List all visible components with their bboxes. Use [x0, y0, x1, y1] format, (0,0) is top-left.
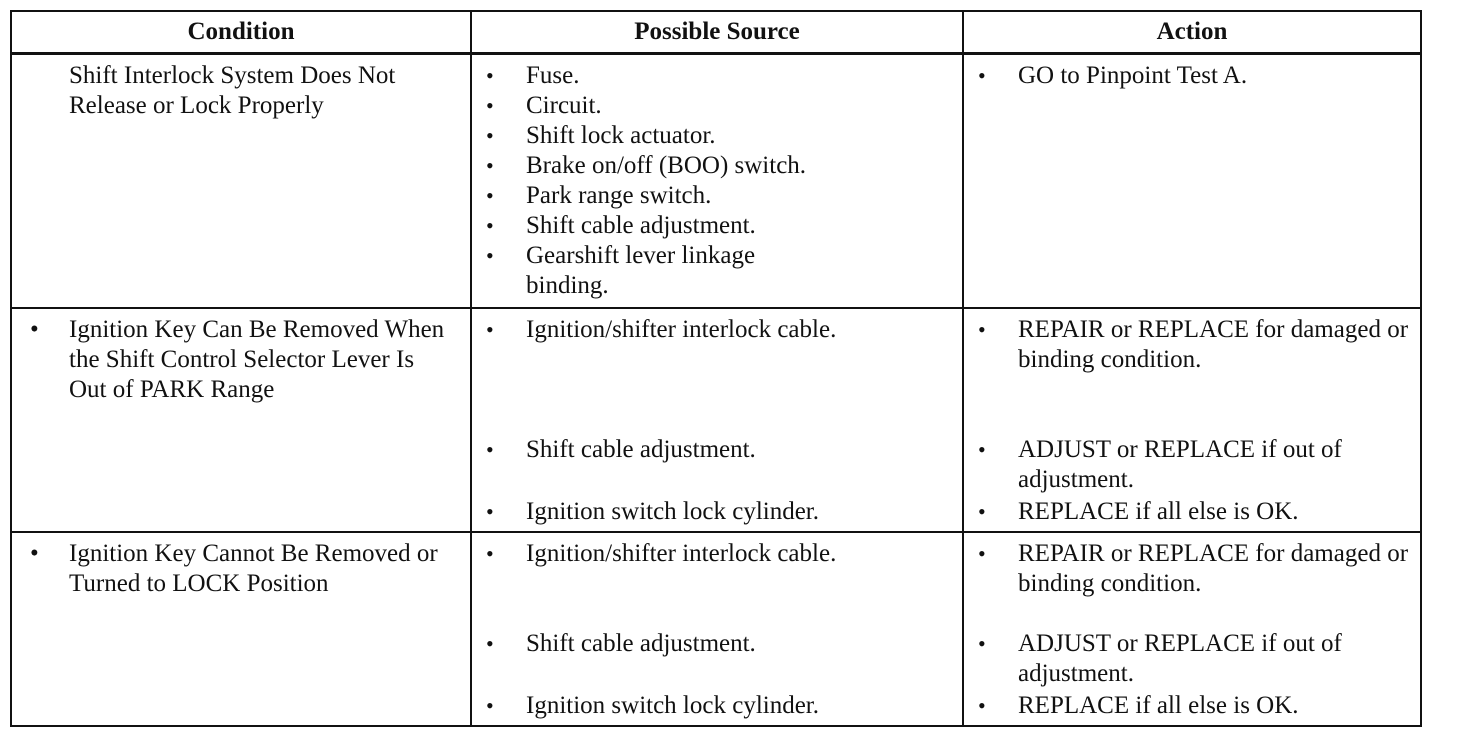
bullet-icon: • — [30, 540, 39, 567]
condition-text: Shift Interlock System Does Not Release or Lock Properly — [69, 62, 396, 119]
source-text: Ignition/shifter interlock cable. — [526, 316, 837, 343]
action-text: ADJUST or REPLACE if out of adjustment. — [1018, 630, 1342, 687]
bullet-icon: • — [486, 213, 494, 238]
list-item — [472, 151, 954, 181]
bullet-icon: • — [30, 316, 39, 343]
list-item — [472, 315, 954, 435]
action-cell — [963, 532, 1421, 726]
table-row — [11, 54, 1421, 309]
list-item — [964, 539, 1412, 629]
source-list — [472, 55, 962, 305]
source-list — [472, 533, 962, 725]
source-cell — [471, 308, 963, 532]
diagnosis-table-wrapper — [10, 10, 1420, 727]
source-list — [472, 309, 962, 531]
bullet-icon: • — [978, 317, 986, 342]
bullet-icon: • — [486, 541, 494, 566]
source-text: Shift lock actuator. — [526, 122, 716, 149]
list-item — [964, 315, 1412, 435]
action-cell — [963, 308, 1421, 532]
list-item — [964, 497, 1412, 527]
bullet-icon: • — [978, 541, 986, 566]
header-action: Action — [963, 11, 1421, 54]
bullet-icon: • — [978, 693, 986, 718]
action-text: REPLACE if all else is OK. — [1018, 692, 1299, 719]
action-text: REPAIR or REPLACE for damaged or binding condition. — [1018, 540, 1409, 597]
bullet-icon: • — [978, 437, 986, 462]
header-condition: Condition — [11, 11, 471, 54]
action-text: REPAIR or REPLACE for damaged or binding condition. — [1018, 316, 1409, 373]
list-item — [964, 629, 1412, 691]
condition-cell — [11, 308, 471, 532]
bullet-icon: • — [978, 631, 986, 656]
source-text: Circuit. — [526, 92, 602, 119]
action-text: ADJUST or REPLACE if out of adjustment. — [1018, 436, 1342, 493]
bullet-icon: • — [486, 183, 494, 208]
source-text: Shift cable adjustment. — [526, 212, 756, 239]
source-text: Ignition/shifter interlock cable. — [526, 540, 837, 567]
source-text: Ignition switch lock cylinder. — [526, 498, 820, 525]
list-item — [472, 91, 954, 121]
bullet-icon: • — [486, 499, 494, 524]
source-text: Ignition switch lock cylinder. — [526, 692, 820, 719]
table-row — [11, 532, 1421, 726]
bullet-icon: • — [486, 153, 494, 178]
bullet-icon: • — [486, 437, 494, 462]
condition-text: Ignition Key Can Be Removed When the Shift Control Selector Lever Is Out of PARK Range — [69, 316, 445, 403]
condition-text-block — [12, 533, 470, 603]
bullet-icon: • — [486, 317, 494, 342]
bullet-icon: • — [486, 63, 494, 88]
condition-text-block — [12, 55, 470, 125]
action-list — [964, 309, 1420, 531]
list-item — [964, 61, 1412, 91]
list-item — [472, 121, 954, 151]
source-text: Gearshift lever linkage binding. — [526, 242, 756, 299]
condition-cell — [11, 532, 471, 726]
source-text: Shift cable adjustment. — [526, 436, 756, 463]
condition-text-block — [12, 309, 470, 409]
list-item — [472, 211, 954, 241]
action-list — [964, 55, 1420, 95]
bullet-icon: • — [978, 499, 986, 524]
source-text: Brake on/off (BOO) switch. — [526, 152, 807, 179]
bullet-icon: • — [486, 123, 494, 148]
list-item — [472, 497, 954, 527]
list-item — [964, 691, 1412, 721]
diagnosis-table — [10, 10, 1422, 727]
header-possible-source: Possible Source — [471, 11, 963, 54]
list-item — [472, 691, 954, 721]
header-row — [11, 11, 1421, 54]
source-text: Shift cable adjustment. — [526, 630, 756, 657]
source-text: Park range switch. — [526, 182, 712, 209]
list-item — [472, 539, 954, 629]
list-item — [472, 61, 954, 91]
list-item — [472, 435, 954, 497]
source-cell — [471, 54, 963, 309]
source-cell — [471, 532, 963, 726]
list-item — [472, 181, 954, 211]
condition-text: Ignition Key Cannot Be Removed or Turned to LOCK Position — [69, 540, 438, 597]
action-text: REPLACE if all else is OK. — [1018, 498, 1299, 525]
bullet-icon: • — [486, 631, 494, 656]
bullet-icon: • — [486, 243, 494, 268]
bullet-icon: • — [486, 93, 494, 118]
list-item — [964, 435, 1412, 497]
action-list — [964, 533, 1420, 725]
bullet-icon: • — [486, 693, 494, 718]
action-cell — [963, 54, 1421, 309]
bullet-icon: • — [978, 63, 986, 88]
source-text: Fuse. — [526, 62, 580, 89]
action-text: GO to Pinpoint Test A. — [1018, 62, 1248, 89]
list-item — [472, 241, 954, 301]
condition-cell — [11, 54, 471, 309]
table-row — [11, 308, 1421, 532]
list-item — [472, 629, 954, 691]
